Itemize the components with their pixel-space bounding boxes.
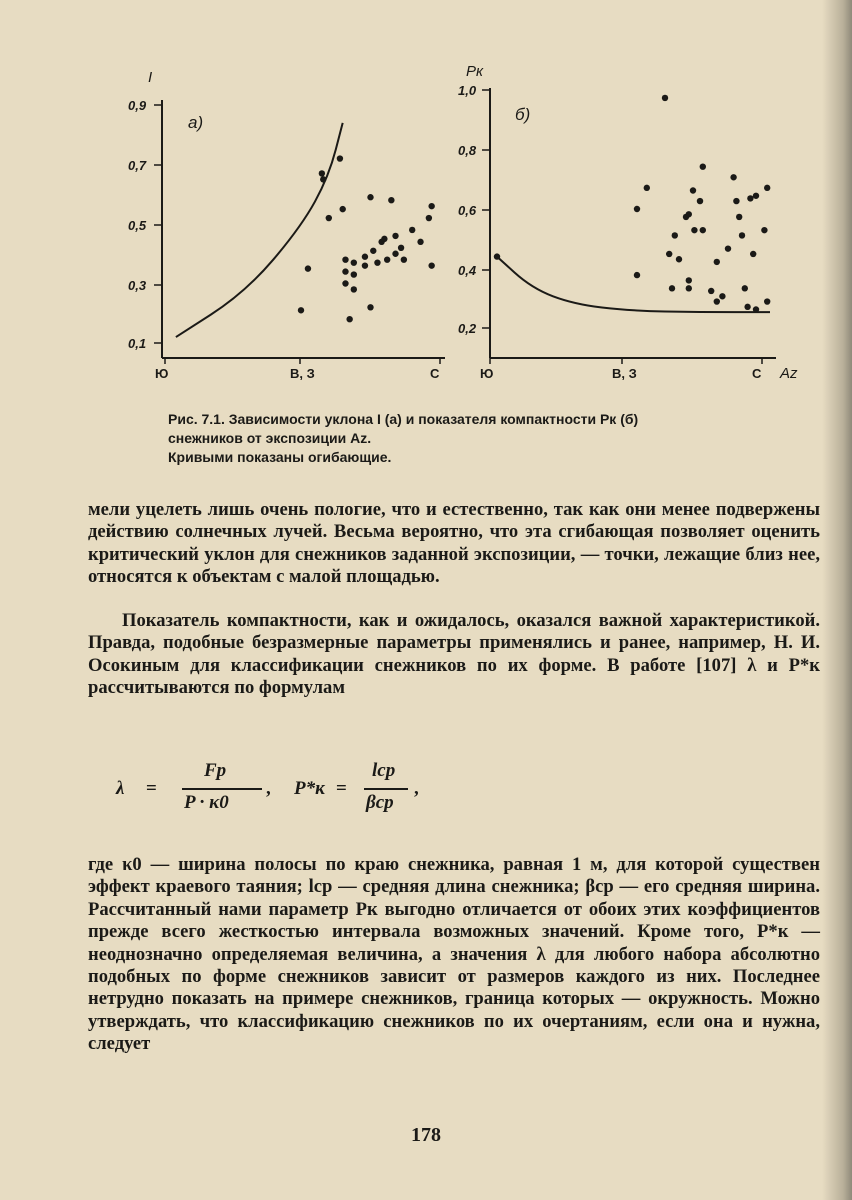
paragraph-3 xyxy=(88,854,820,1056)
data-point xyxy=(384,257,390,263)
data-point xyxy=(644,185,650,191)
figure-7-1 xyxy=(0,0,852,400)
data-point xyxy=(398,245,404,251)
formula-block xyxy=(116,760,516,820)
formula-denominator-1: P · κ0 xyxy=(184,792,229,813)
y-axis-title-a: I xyxy=(148,69,153,86)
data-point xyxy=(340,206,346,212)
data-point xyxy=(388,197,394,203)
data-point xyxy=(401,257,407,263)
chart-panel-b xyxy=(458,63,798,382)
y-tick-label: 0,3 xyxy=(128,278,147,293)
formula-denominator-2: βср xyxy=(366,792,394,813)
formula-comma-2: , xyxy=(414,778,419,799)
paragraph-2 xyxy=(88,610,820,700)
data-point xyxy=(739,232,745,238)
data-point xyxy=(367,304,373,310)
fraction-bar-2 xyxy=(364,788,408,790)
caption-line-2: снежников от экспозиции Az. xyxy=(168,430,372,446)
data-point xyxy=(305,265,311,271)
data-point xyxy=(733,198,739,204)
data-point xyxy=(409,227,415,233)
data-point xyxy=(362,262,368,268)
data-point xyxy=(351,271,357,277)
data-point xyxy=(676,256,682,262)
y-tick-label: 0,9 xyxy=(128,98,147,113)
data-point xyxy=(666,251,672,257)
envelope-curve-b xyxy=(497,257,770,313)
data-point xyxy=(428,203,434,209)
data-point xyxy=(686,285,692,291)
data-point xyxy=(342,257,348,263)
data-point xyxy=(392,251,398,257)
y-tick-label: 0,4 xyxy=(458,263,477,278)
data-point xyxy=(417,239,423,245)
x-category-label: В, З xyxy=(612,366,637,381)
data-point xyxy=(764,298,770,304)
data-point xyxy=(714,259,720,265)
paragraph-2-text: Показатель компактности, как и ожидалось, оказался важной характеристикой. Правда, подобные безразмерные параметры применялись и ранее, например, Н. И. Осокиным для классификации снежников по их форме. В работе [107] λ и P*к рассчитываются по формулам xyxy=(88,610,820,699)
data-point xyxy=(736,214,742,220)
data-point xyxy=(725,245,731,251)
y-tick-label: 0,7 xyxy=(128,158,147,173)
paragraph-1 xyxy=(88,499,820,589)
data-point xyxy=(367,194,373,200)
data-point xyxy=(351,286,357,292)
data-point xyxy=(392,233,398,239)
x-category-label: С xyxy=(430,366,440,381)
chart-panel-a xyxy=(128,69,445,381)
data-point xyxy=(351,259,357,265)
formula-pk: P*к xyxy=(294,778,325,799)
data-point xyxy=(730,174,736,180)
caption-line-3: Кривыми показаны огибающие. xyxy=(168,449,392,465)
paragraph-3-text: где κ0 — ширина полосы по краю снежника, равная 1 м, для которой существен эффект краевого таяния; lср — средняя длина снежника; βср — его средняя ширина. Рассчитанный нами параметр Pк выгодно отличается от обоих этих коэффициентов прежде всего жесткостью интервала возможных значений. Кроме того, P*к — неоднозначно определяемая величина, а значения λ для любого набора абсолютно подобных по форме снежников зависит от размеров каждого из них. Последнее нетрудно показать на примере снежников, граница которых — окружность. Можно утверждать, что классификацию снежников по их очертаниям, если она и нужна, следует xyxy=(88,854,820,1055)
data-point xyxy=(697,198,703,204)
data-point xyxy=(634,206,640,212)
data-point xyxy=(662,95,668,101)
data-point xyxy=(700,163,706,169)
y-axis-title-b: Pк xyxy=(466,63,484,80)
data-point xyxy=(337,155,343,161)
figure-caption xyxy=(168,410,798,467)
data-point xyxy=(753,193,759,199)
envelope-curve-a xyxy=(176,123,343,337)
data-point xyxy=(370,248,376,254)
x-axis-title-b: Az xyxy=(780,365,798,382)
formula-equals-2: = xyxy=(336,778,347,799)
paragraph-1-text: мели уцелеть лишь очень пологие, что и естественно, так как они менее подвержены действию солнечных лучей. Весьма вероятно, что эта сгибающая позволяет оценить критический уклон для снежников заданной экспозиции, — точки, лежащие близ нее, относятся к объектам с малой площадью. xyxy=(88,499,820,588)
data-point xyxy=(761,227,767,233)
data-point xyxy=(742,285,748,291)
data-point xyxy=(764,185,770,191)
data-point xyxy=(747,195,753,201)
data-point xyxy=(426,215,432,221)
caption-line-1: Рис. 7.1. Зависимости уклона I (а) и показателя компактности Pк (б) xyxy=(168,411,639,427)
formula-lambda: λ xyxy=(116,778,125,799)
data-point xyxy=(708,288,714,294)
page-number: 178 xyxy=(411,1124,441,1146)
data-point xyxy=(714,298,720,304)
data-point xyxy=(686,211,692,217)
formula-numerator-1: Fp xyxy=(204,760,227,781)
data-point xyxy=(342,280,348,286)
y-tick-label: 1,0 xyxy=(458,83,477,98)
data-point xyxy=(669,285,675,291)
data-point xyxy=(298,307,304,313)
data-point xyxy=(686,277,692,283)
data-point xyxy=(690,187,696,193)
data-point xyxy=(428,262,434,268)
data-point xyxy=(326,215,332,221)
data-point xyxy=(750,251,756,257)
formula-comma-1: , xyxy=(266,778,271,799)
fraction-bar-1 xyxy=(182,788,262,790)
data-point xyxy=(634,272,640,278)
x-category-label: Ю xyxy=(480,366,494,381)
data-point xyxy=(672,232,678,238)
data-point xyxy=(342,268,348,274)
data-point xyxy=(719,293,725,299)
data-point xyxy=(753,306,759,312)
x-category-label: С xyxy=(752,366,762,381)
data-point xyxy=(700,227,706,233)
formula-equals-1: = xyxy=(146,778,157,799)
y-tick-label: 0,1 xyxy=(128,336,147,351)
data-point xyxy=(319,170,325,176)
data-point xyxy=(744,304,750,310)
data-point xyxy=(381,236,387,242)
data-point xyxy=(374,259,380,265)
y-tick-label: 0,5 xyxy=(128,218,147,233)
y-tick-label: 0,2 xyxy=(458,321,477,336)
data-point xyxy=(494,253,500,259)
panel-label-a: а) xyxy=(188,113,204,132)
data-point xyxy=(362,254,368,260)
data-point xyxy=(320,176,326,182)
x-category-label: В, З xyxy=(290,366,315,381)
y-tick-label: 0,6 xyxy=(458,203,477,218)
data-point xyxy=(691,227,697,233)
formula-numerator-2: lср xyxy=(372,760,396,781)
data-point xyxy=(346,316,352,322)
x-category-label: Ю xyxy=(155,366,169,381)
y-tick-label: 0,8 xyxy=(458,143,477,158)
panel-label-b: б) xyxy=(515,105,531,124)
